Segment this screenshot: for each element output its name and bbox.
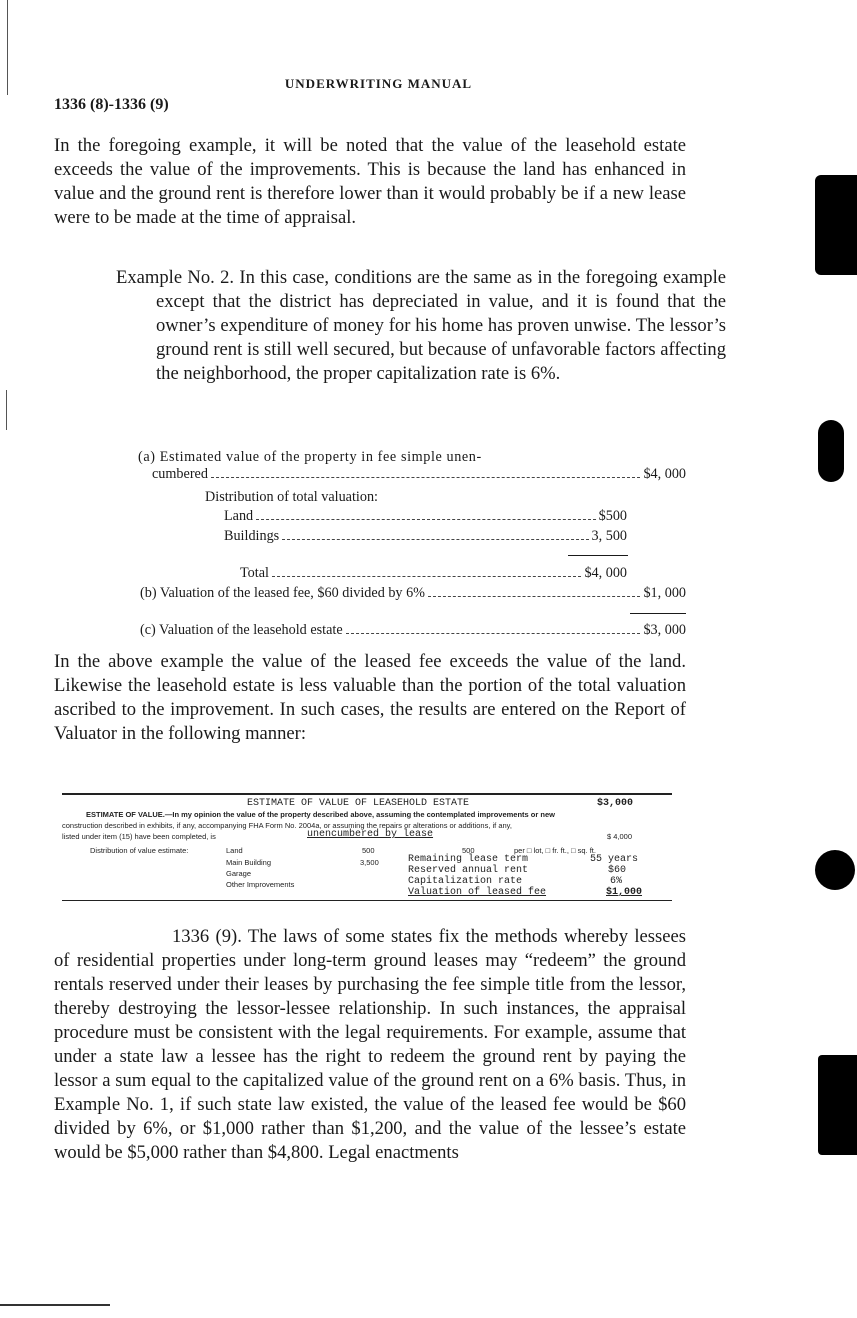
paragraph-foregoing-example: In the foregoing example, it will be noted that the value of the leasehold estate exceeds the value of the improvements. This is because the land has enhanced in value and the ground rent is therefore lower than it would probably be if a new lease were to be made at the time of appraisal.	[54, 135, 686, 228]
land-row	[224, 508, 627, 525]
left-margin-line	[7, 0, 8, 95]
total-rule	[568, 555, 628, 556]
total-value: $4, 000	[584, 565, 627, 581]
calc-a-row	[152, 466, 686, 483]
form-land-amount: 500	[362, 846, 375, 855]
form-cap-rate: Capitalization rate	[408, 876, 523, 887]
form-line-3-prefix: listed under item (15) have been completed, is	[62, 832, 216, 841]
form-land-rate: 500	[462, 846, 475, 855]
form-line-2: construction described in exhibits, if any, accompanying FHA Form No. 2004a, or assuming the repairs or alterations or additions, if any,	[62, 821, 512, 830]
calc-c-label: (c) Valuation of the leasehold estate	[140, 622, 343, 638]
total-row	[240, 565, 627, 582]
form-other-label: Other Improvements	[226, 880, 295, 889]
form-land-per: per □ lot, □ fr. ft., □ sq. ft.	[514, 846, 596, 855]
calc-c-row	[140, 622, 686, 639]
calc-a-label: (a) Estimated value of the property in fee simple unen-	[138, 449, 482, 465]
section-1336-9-paragraph: 1336 (9). The laws of some states fix the methods whereby lessees of residential properties under long-term ground leases may “redeem” the ground rentals reserved under their leases by purchasing the fee simple title from the lessor, thereby destroying the lessor-lessee relationship. In such instances, the appraisal procedure must be consistent with the legal requirements. For example, assume that under a state law a lessee has the right to redeem the ground rent by paying the lessor a sum equal to the capitalized value of the ground rent on a 6% basis. Thus, in Example No. 1, if such state law existed, the value of the leased fee would be $60 divided by 6%, or $1,000 rather than $1,200, and the value of the lessee’s estate would be $5,000 rather than $4,800. Legal enactments	[54, 926, 686, 1163]
form-remaining-lease-value: 55 years	[590, 854, 639, 865]
calc-b-row	[140, 585, 686, 602]
calc-b-rule	[630, 613, 686, 614]
form-reserved-rent-value: $60	[608, 865, 627, 876]
form-garage-label: Garage	[226, 869, 252, 878]
form-main-building-label: Main Building	[226, 858, 272, 867]
total-label: Total	[240, 565, 269, 581]
form-valuation-leased-fee: Valuation of leased fee	[408, 887, 547, 898]
bottom-edge-line	[0, 1304, 110, 1306]
binder-hole-lower	[815, 850, 855, 890]
buildings-value: 3, 500	[591, 528, 627, 544]
binder-hole-upper	[818, 420, 844, 482]
form-typed-heading: ESTIMATE OF VALUE OF LEASEHOLD ESTATE	[247, 798, 470, 809]
form-land-label: Land	[226, 846, 243, 855]
form-reserved-rent: Reserved annual rent	[408, 865, 529, 876]
calc-a-label-2: cumbered	[152, 466, 208, 482]
buildings-label: Buildings	[224, 528, 280, 544]
calc-b-label: (b) Valuation of the leased fee, $60 divided by 6%	[140, 585, 425, 601]
binder-tab-top	[815, 175, 857, 275]
form-dist-label: Distribution of value estimate:	[90, 846, 189, 855]
form-typed-heading-value: $3,000	[597, 798, 634, 809]
example-2-paragraph: Example No. 2. In this case, conditions are the same as in the foregoing example except that the district has depreciated in value, and it is found that the owner’s expenditure of money for his home has proven unwise. The lessor’s ground rent is still well secured, but because of unfavorable factors affecting the neighborhood, the proper capitalization rate is 6%.	[116, 267, 726, 384]
form-cap-rate-value: 6%	[610, 876, 623, 887]
section-number: 1336 (8)-1336 (9)	[54, 96, 169, 113]
form-valuation-leased-fee-value: $1,000	[606, 887, 643, 898]
form-main-building-amount: 3,500	[360, 858, 379, 867]
land-value: $500	[598, 508, 627, 524]
calc-c-value: $3, 000	[643, 622, 686, 638]
form-bottom-rule	[62, 900, 672, 901]
valuator-form-excerpt	[62, 793, 672, 901]
form-remaining-lease: Remaining lease term	[408, 854, 529, 865]
distribution-heading: Distribution of total valuation:	[205, 489, 378, 505]
paragraph-above-example: In the above example the value of the leased fee exceeds the value of the land. Likewise the leasehold estate is less valuable than the portion of the total valuation ascribed to the improvement. In such cases, the results are entered on the Report of Valuator in the following manner:	[54, 651, 686, 744]
land-label: Land	[224, 508, 254, 524]
form-line-3-typed: unencumbered by lease	[307, 829, 434, 840]
running-head: UNDERWRITING MANUAL	[284, 76, 473, 91]
form-line-1: ESTIMATE OF VALUE.—In my opinion the value of the property described above, assuming the contemplated improvements or new	[86, 810, 555, 819]
calc-b-value: $1, 000	[643, 585, 686, 601]
form-line-3-amount: $ 4,000	[607, 832, 633, 841]
buildings-row	[224, 528, 627, 545]
binder-tab-bottom	[818, 1055, 857, 1155]
left-margin-tick	[6, 390, 7, 430]
calc-a-value: $4, 000	[643, 466, 686, 482]
form-top-rule	[62, 793, 672, 795]
